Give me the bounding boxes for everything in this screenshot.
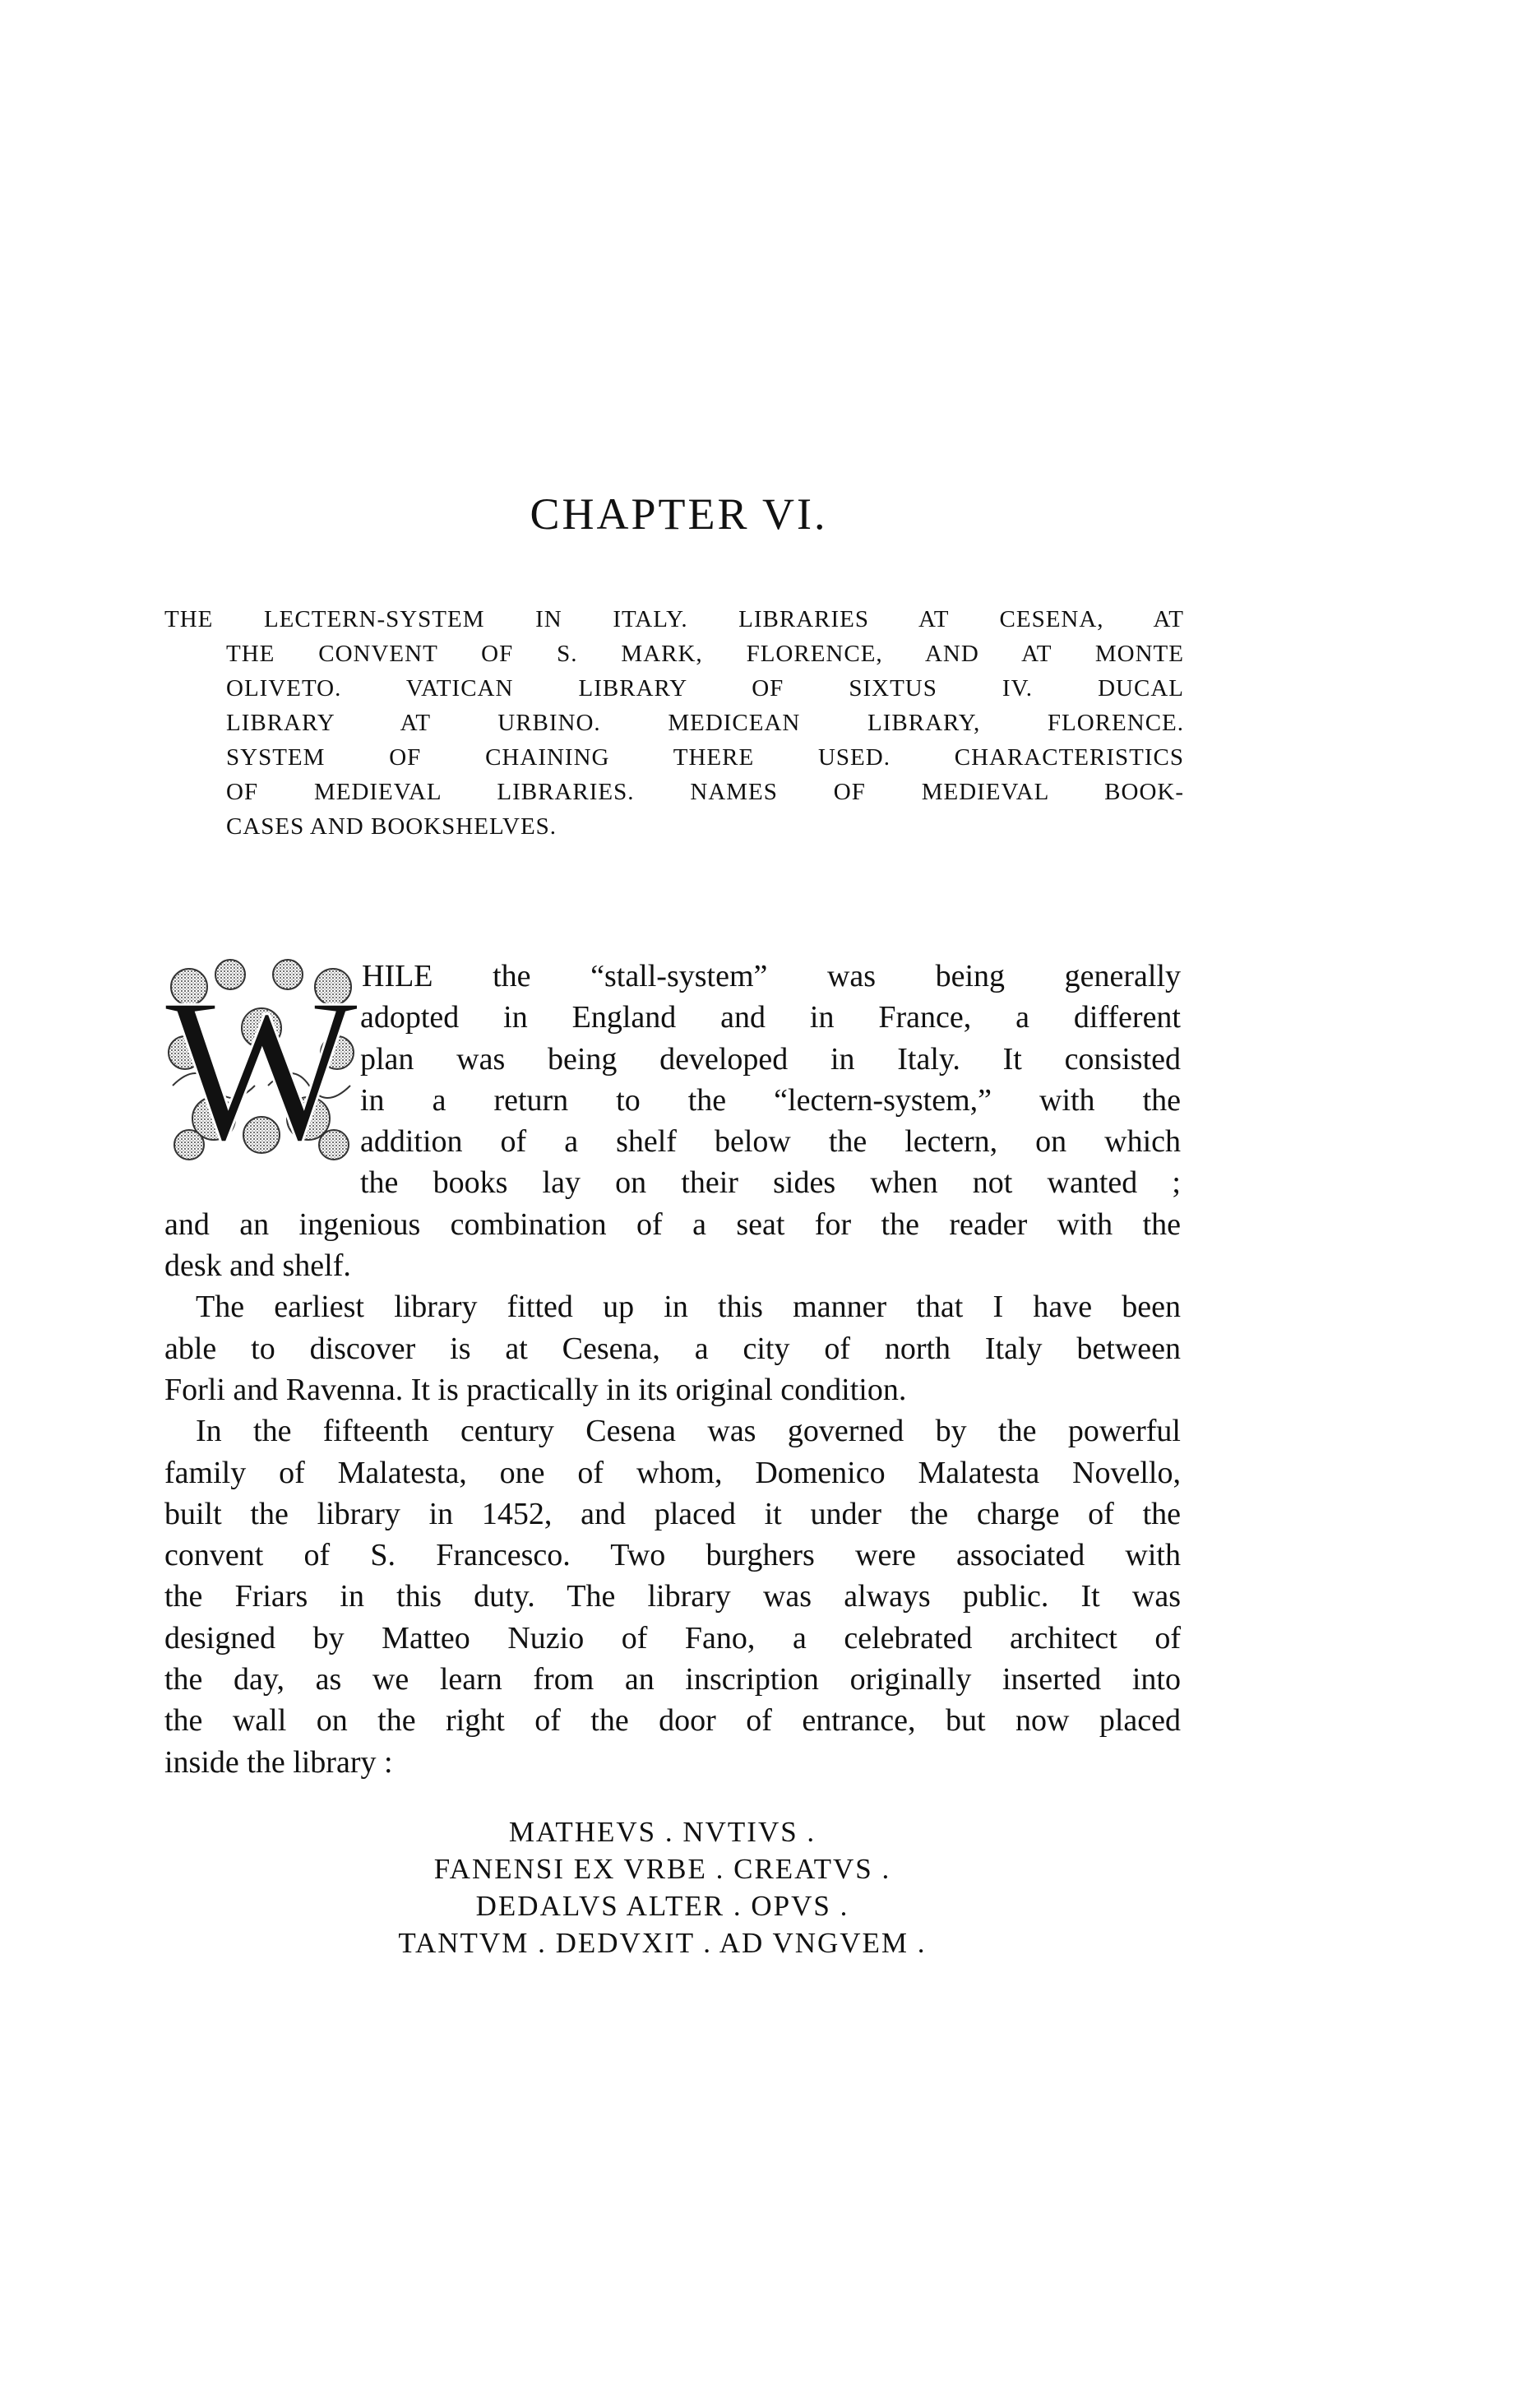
chapter-title: CHAPTER VI. [530,489,828,539]
text-line: addition of a shelf below the lectern, on which [360,1124,1181,1160]
summary-line: OF MEDIEVAL LIBRARIES. NAMES OF MEDIEVAL BOOK- [226,779,1184,805]
text-line: designed by Matteo Nuzio of Fano, a celebrated architect of [164,1620,1181,1656]
text-line: and an ingenious combination of a seat for the reader with the [164,1206,1181,1242]
text-line: In the fifteenth century Cesena was governed by the powerful [196,1414,1181,1449]
text-line: HILE the “stall-system” was being generally [362,959,1181,993]
text-line: The earliest library fitted up in this manner that I have been [196,1290,1181,1325]
text-line: adopted in England and in France, a different [360,1000,1181,1035]
summary-line: SYSTEM OF CHAINING THERE USED. CHARACTERISTICS [226,744,1184,771]
summary-line: THE LECTERN-SYSTEM IN ITALY. LIBRARIES AT CESENA, AT [164,606,1184,632]
summary-line: OLIVETO. VATICAN LIBRARY OF SIXTUS IV. DUCAL [226,675,1184,702]
inscription-line: DEDALVS ALTER . OPVS . [475,1890,849,1922]
inscription-line: MATHEVS . NVTIVS . [508,1816,817,1848]
text-line: plan was being developed in Italy. It consisted [360,1041,1181,1077]
body-text [164,956,1181,1783]
summary-line: CASES AND BOOKSHELVES. [226,813,557,840]
text-line: desk and shelf. [164,1248,351,1284]
summary-line: LIBRARY AT URBINO. MEDICEAN LIBRARY, FLORENCE. [226,710,1184,736]
text-line: family of Malatesta, one of whom, Domenico Malatesta Novello, [164,1455,1181,1490]
inscription [0,1813,1325,1961]
text-line: built the library in 1452, and placed it under the charge of the [164,1496,1181,1531]
text-line: able to discover is at Cesena, a city of north Italy between [164,1331,1181,1366]
summary-line: THE CONVENT OF S. MARK, FLORENCE, AND AT MONTE [226,641,1184,667]
text-line: convent of S. Francesco. Two burghers were associated with [164,1538,1181,1573]
text-line: the wall on the right of the door of entrance, but now placed [164,1703,1181,1739]
text-line: inside the library : [164,1744,393,1780]
text-line: the Friars in this duty. The library was always public. It was [164,1579,1181,1614]
text-line: the day, as we learn from an inscription originally inserted into [164,1662,1181,1697]
inscription-line: TANTVM . DEDVXIT . AD VNGVEM . [398,1927,927,1959]
drop-cap-letter: W [164,956,359,1163]
inscription-line: FANENSI EX VRBE . CREATVS . [433,1853,891,1885]
chapter-summary [164,602,1184,844]
text-line: in a return to the “lectern-system,” with the [360,1082,1181,1118]
text-line: Forli and Ravenna. It is practically in its original condition. [164,1372,907,1407]
text-line: the books lay on their sides when not wanted ; [360,1165,1181,1201]
